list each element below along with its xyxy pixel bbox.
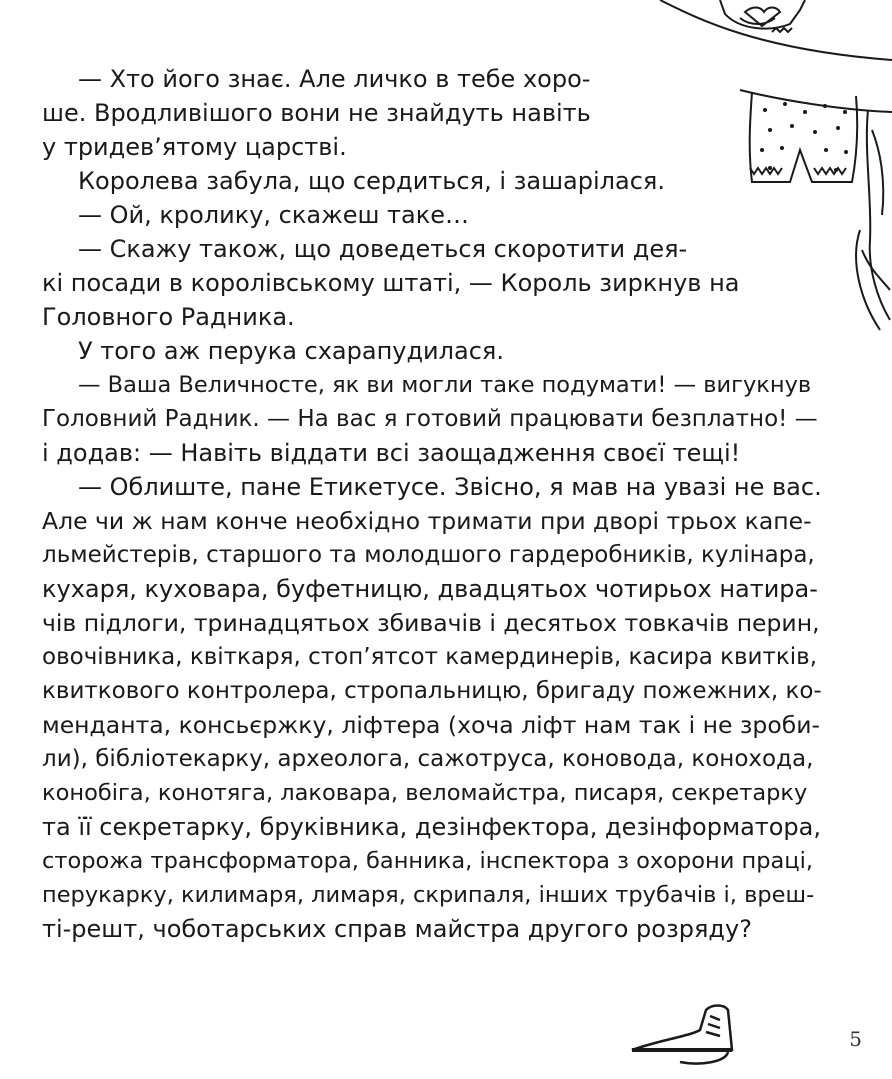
text-line: овочівника, квіткаря, стоп’ятсот камердинерів, касира квитків,	[42, 644, 818, 670]
text-line: — Облиште, пане Етикетусе. Звісно, я мав на увазі не вас.	[78, 473, 822, 501]
text-line: — Ваша Величносте, як ви могли таке подумати! — вигукнув	[78, 372, 812, 398]
text-line: менданта, консьєржку, ліфтера (хоча ліфт нам так і не зроби-	[42, 711, 820, 739]
text-line: конобіга, конотяга, лаковара, веломайстра, писаря, секретарку	[42, 780, 808, 806]
text-line: Головного Радника.	[42, 303, 295, 331]
shoe-icon	[632, 1006, 732, 1064]
text-line: сторожа трансформатора, банника, інспектора з охорони праці,	[42, 848, 814, 874]
text-line: у тридев’ятому царстві.	[42, 133, 347, 161]
text-line: ті-решт, чоботарських справ майстра другого розряду?	[42, 915, 752, 943]
text-line: кухаря, куховара, буфетницю, двадцятьох чотирьох натира-	[42, 575, 818, 603]
text-line: квиткового контролера, стропальницю, бригаду пожежних, ко-	[42, 678, 822, 704]
text-line: Але чи ж нам конче необхідно тримати при дворі трьох капе-	[42, 507, 812, 535]
text-line: перукарку, килимаря, лимаря, скрипаля, інших трубачів і, вреш-	[42, 882, 815, 908]
text-line: та її секретарку, бруківника, дезінфектора, дезінформатора,	[42, 813, 822, 841]
text-line: чів підлоги, тринадцятьох збивачів і десятьох товкачів перин,	[42, 609, 820, 637]
text-line: — Скажу також, що доведеться скоротити дея-	[78, 235, 688, 263]
text-line: льмейстерів, старшого та молодшого гардеробників, кулінара,	[42, 542, 815, 568]
text-line: У того аж перука схарапудилася.	[78, 337, 504, 365]
body-text	[42, 62, 822, 946]
text-line: — Ой, кролику, скажеш таке…	[78, 201, 470, 229]
text-line: ли), бібліотекарку, археолога, сажотруса, коновода, конохода,	[42, 746, 814, 772]
page-number: 5	[849, 1027, 862, 1051]
text-line: кі посади в королівському штаті, — Король зиркнув на	[42, 269, 740, 297]
text-line: Головний Радник. — На вас я готовий працювати безплатно! —	[42, 406, 818, 432]
text-line: ше. Вродливішого вони не знайдуть навіть	[42, 99, 591, 127]
text-line: і додав: — Навіть віддати всі заощадження своєї тещі!	[42, 439, 741, 467]
text-line: — Хто його знає. Але личко в тебе хоро-	[78, 65, 591, 93]
text-line: Королева забула, що сердиться, і зашарілася.	[78, 167, 665, 195]
